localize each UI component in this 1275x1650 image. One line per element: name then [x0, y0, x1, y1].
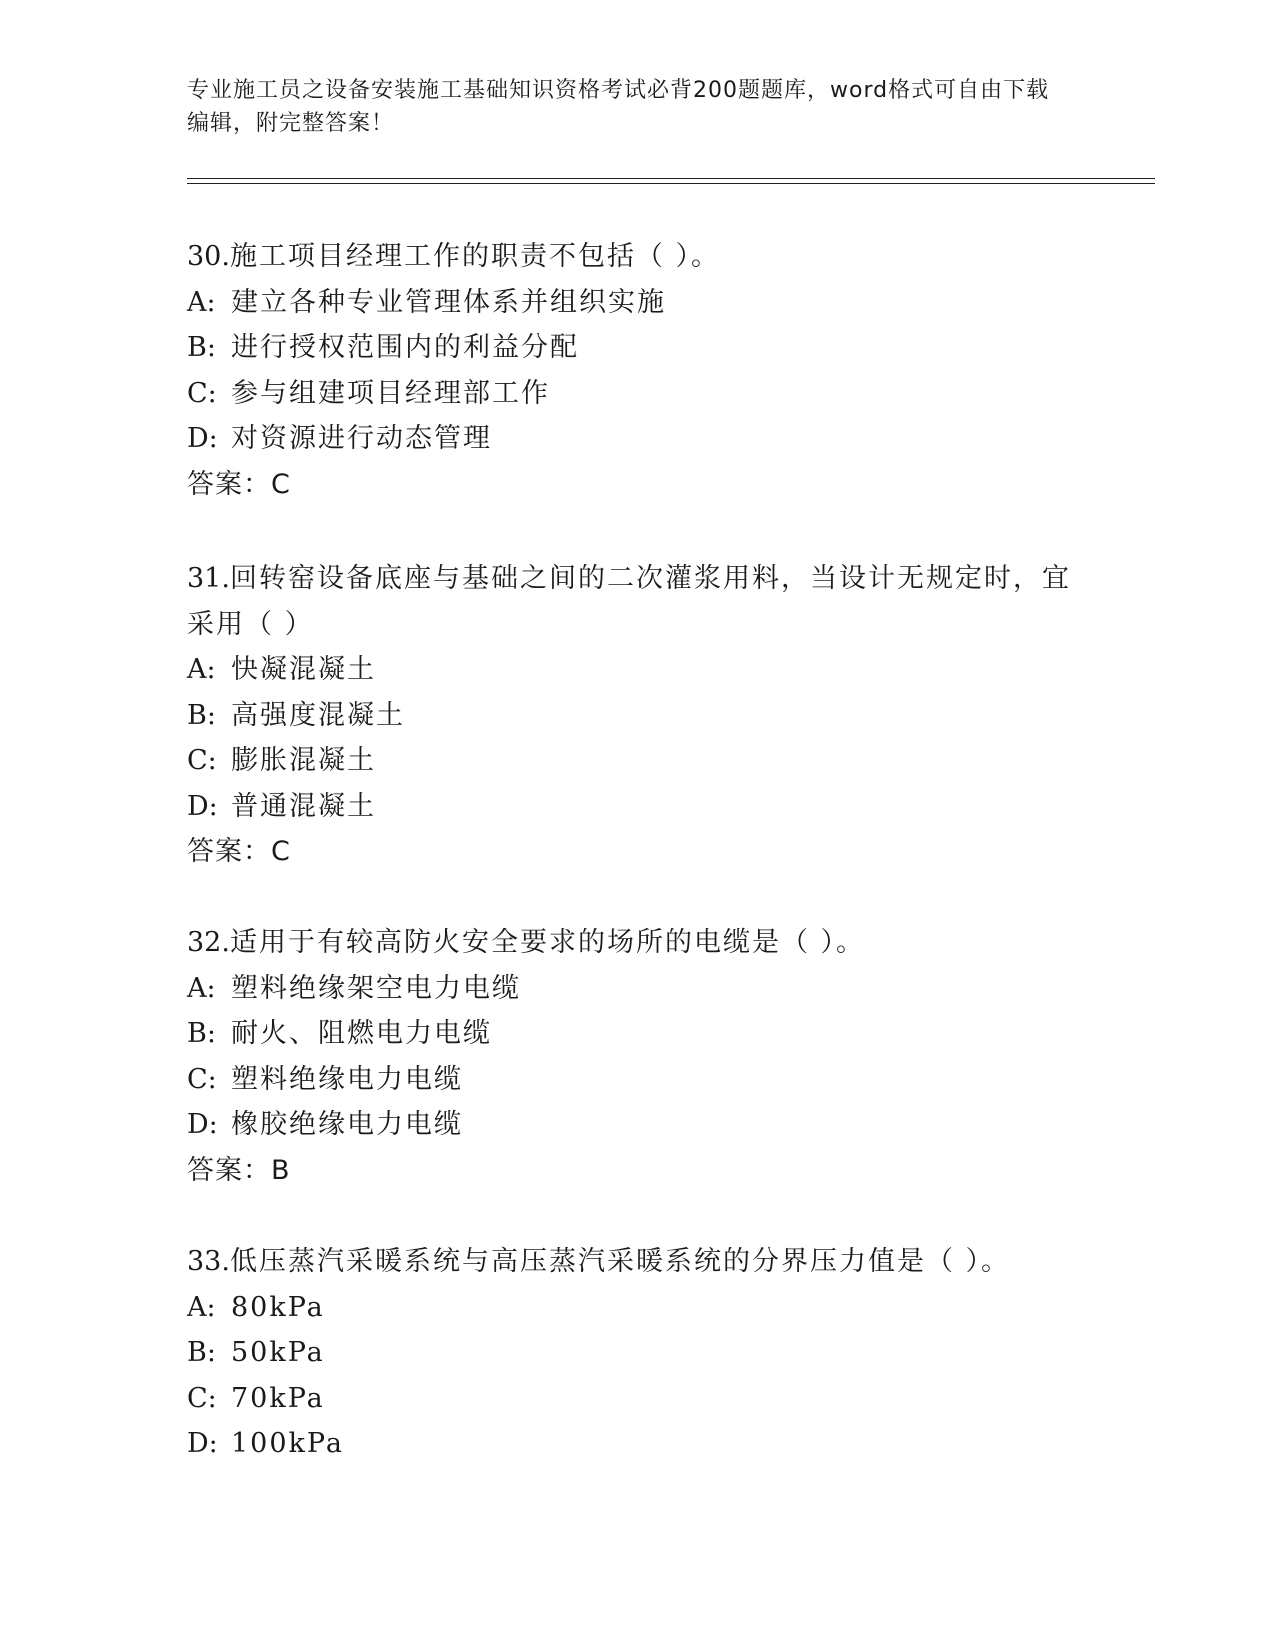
option-key: C:: [187, 745, 217, 776]
document-header: [187, 74, 1067, 140]
answer-line: [187, 829, 1087, 875]
option-c: [187, 1376, 1087, 1422]
option-key: D:: [187, 1109, 218, 1140]
option-text: 普通混凝土: [231, 790, 376, 822]
option-d: [187, 1421, 1087, 1467]
option-c: [187, 738, 1087, 784]
option-text: 高强度混凝土: [231, 699, 405, 731]
option-a: [187, 280, 1087, 326]
option-d: [187, 784, 1087, 830]
option-key: A:: [187, 286, 216, 318]
question-number: 32.: [187, 927, 230, 958]
option-text: 对资源进行动态管理: [231, 423, 492, 454]
option-text: 70kPa: [231, 1382, 325, 1414]
option-d: [187, 1102, 1087, 1148]
answer-value: C: [271, 836, 291, 867]
option-text: 80kPa: [231, 1291, 325, 1323]
question-text: 回转窑设备底座与基础之间的二次灌浆用料，当设计无规定时，宜采用（ ）: [187, 563, 1071, 640]
option-a: [187, 647, 1087, 693]
question-text: 施工项目经理工作的职责不包括（ ）。: [229, 241, 721, 272]
header-divider-bottom: [187, 183, 1155, 184]
option-key: D:: [187, 790, 218, 822]
option-text: 塑料绝缘电力电缆: [231, 1063, 463, 1095]
option-key: A:: [187, 654, 216, 685]
option-text: 参与组建项目经理部工作: [231, 377, 550, 409]
option-key: B:: [187, 699, 216, 731]
option-key: A:: [187, 972, 216, 1004]
answer-value: C: [271, 468, 291, 500]
option-text: 耐火、阻燃电力电缆: [231, 1018, 492, 1049]
question-30: [187, 234, 1087, 507]
answer-label: 答案：: [187, 1154, 271, 1186]
option-text: 50kPa: [231, 1337, 325, 1368]
question-number: 31.: [187, 563, 230, 594]
answer-label: 答案：: [187, 836, 271, 867]
question-stem: [187, 556, 1087, 647]
question-text: 适用于有较高防火安全要求的场所的电缆是（ ）。: [229, 927, 866, 958]
option-key: D:: [187, 1428, 218, 1459]
option-b: [187, 1330, 1087, 1376]
option-b: [187, 325, 1087, 371]
answer-line: [187, 462, 1087, 508]
question-stem: [187, 920, 1087, 966]
question-31: [187, 556, 1087, 875]
option-key: D:: [187, 423, 218, 454]
question-number: 30.: [187, 241, 230, 272]
option-text: 进行授权范围内的利益分配: [231, 332, 579, 363]
option-text: 快凝混凝土: [231, 654, 376, 685]
option-text: 100kPa: [231, 1428, 344, 1459]
option-key: B:: [187, 332, 216, 363]
option-c: [187, 1057, 1087, 1103]
option-key: C:: [187, 1382, 217, 1414]
question-number: 33.: [187, 1246, 230, 1277]
answer-line: [187, 1148, 1087, 1194]
option-key: A:: [187, 1291, 216, 1323]
option-text: 塑料绝缘架空电力电缆: [231, 972, 521, 1004]
option-key: C:: [187, 377, 217, 409]
option-c: [187, 371, 1087, 417]
option-d: [187, 416, 1087, 462]
question-32: [187, 920, 1087, 1193]
question-text: 低压蒸汽采暖系统与高压蒸汽采暖系统的分界压力值是（ ）。: [229, 1246, 1011, 1277]
option-text: 膨胀混凝土: [231, 745, 376, 776]
option-b: [187, 1011, 1087, 1057]
header-text: 专业施工员之设备安装施工基础知识资格考试必背200题题库，word格式可自由下载编辑，附完整答案！: [187, 78, 1050, 136]
question-stem: [187, 234, 1087, 280]
option-a: [187, 966, 1087, 1012]
option-key: C:: [187, 1063, 217, 1095]
question-33: [187, 1239, 1087, 1467]
answer-label: 答案：: [187, 468, 271, 500]
option-text: 建立各种专业管理体系并组织实施: [231, 286, 666, 318]
question-stem: [187, 1239, 1087, 1285]
option-key: B:: [187, 1018, 216, 1049]
answer-value: B: [271, 1154, 291, 1186]
option-b: [187, 693, 1087, 739]
option-key: B:: [187, 1337, 216, 1368]
option-text: 橡胶绝缘电力电缆: [231, 1109, 463, 1140]
header-divider-top: [187, 178, 1155, 179]
option-a: [187, 1285, 1087, 1331]
